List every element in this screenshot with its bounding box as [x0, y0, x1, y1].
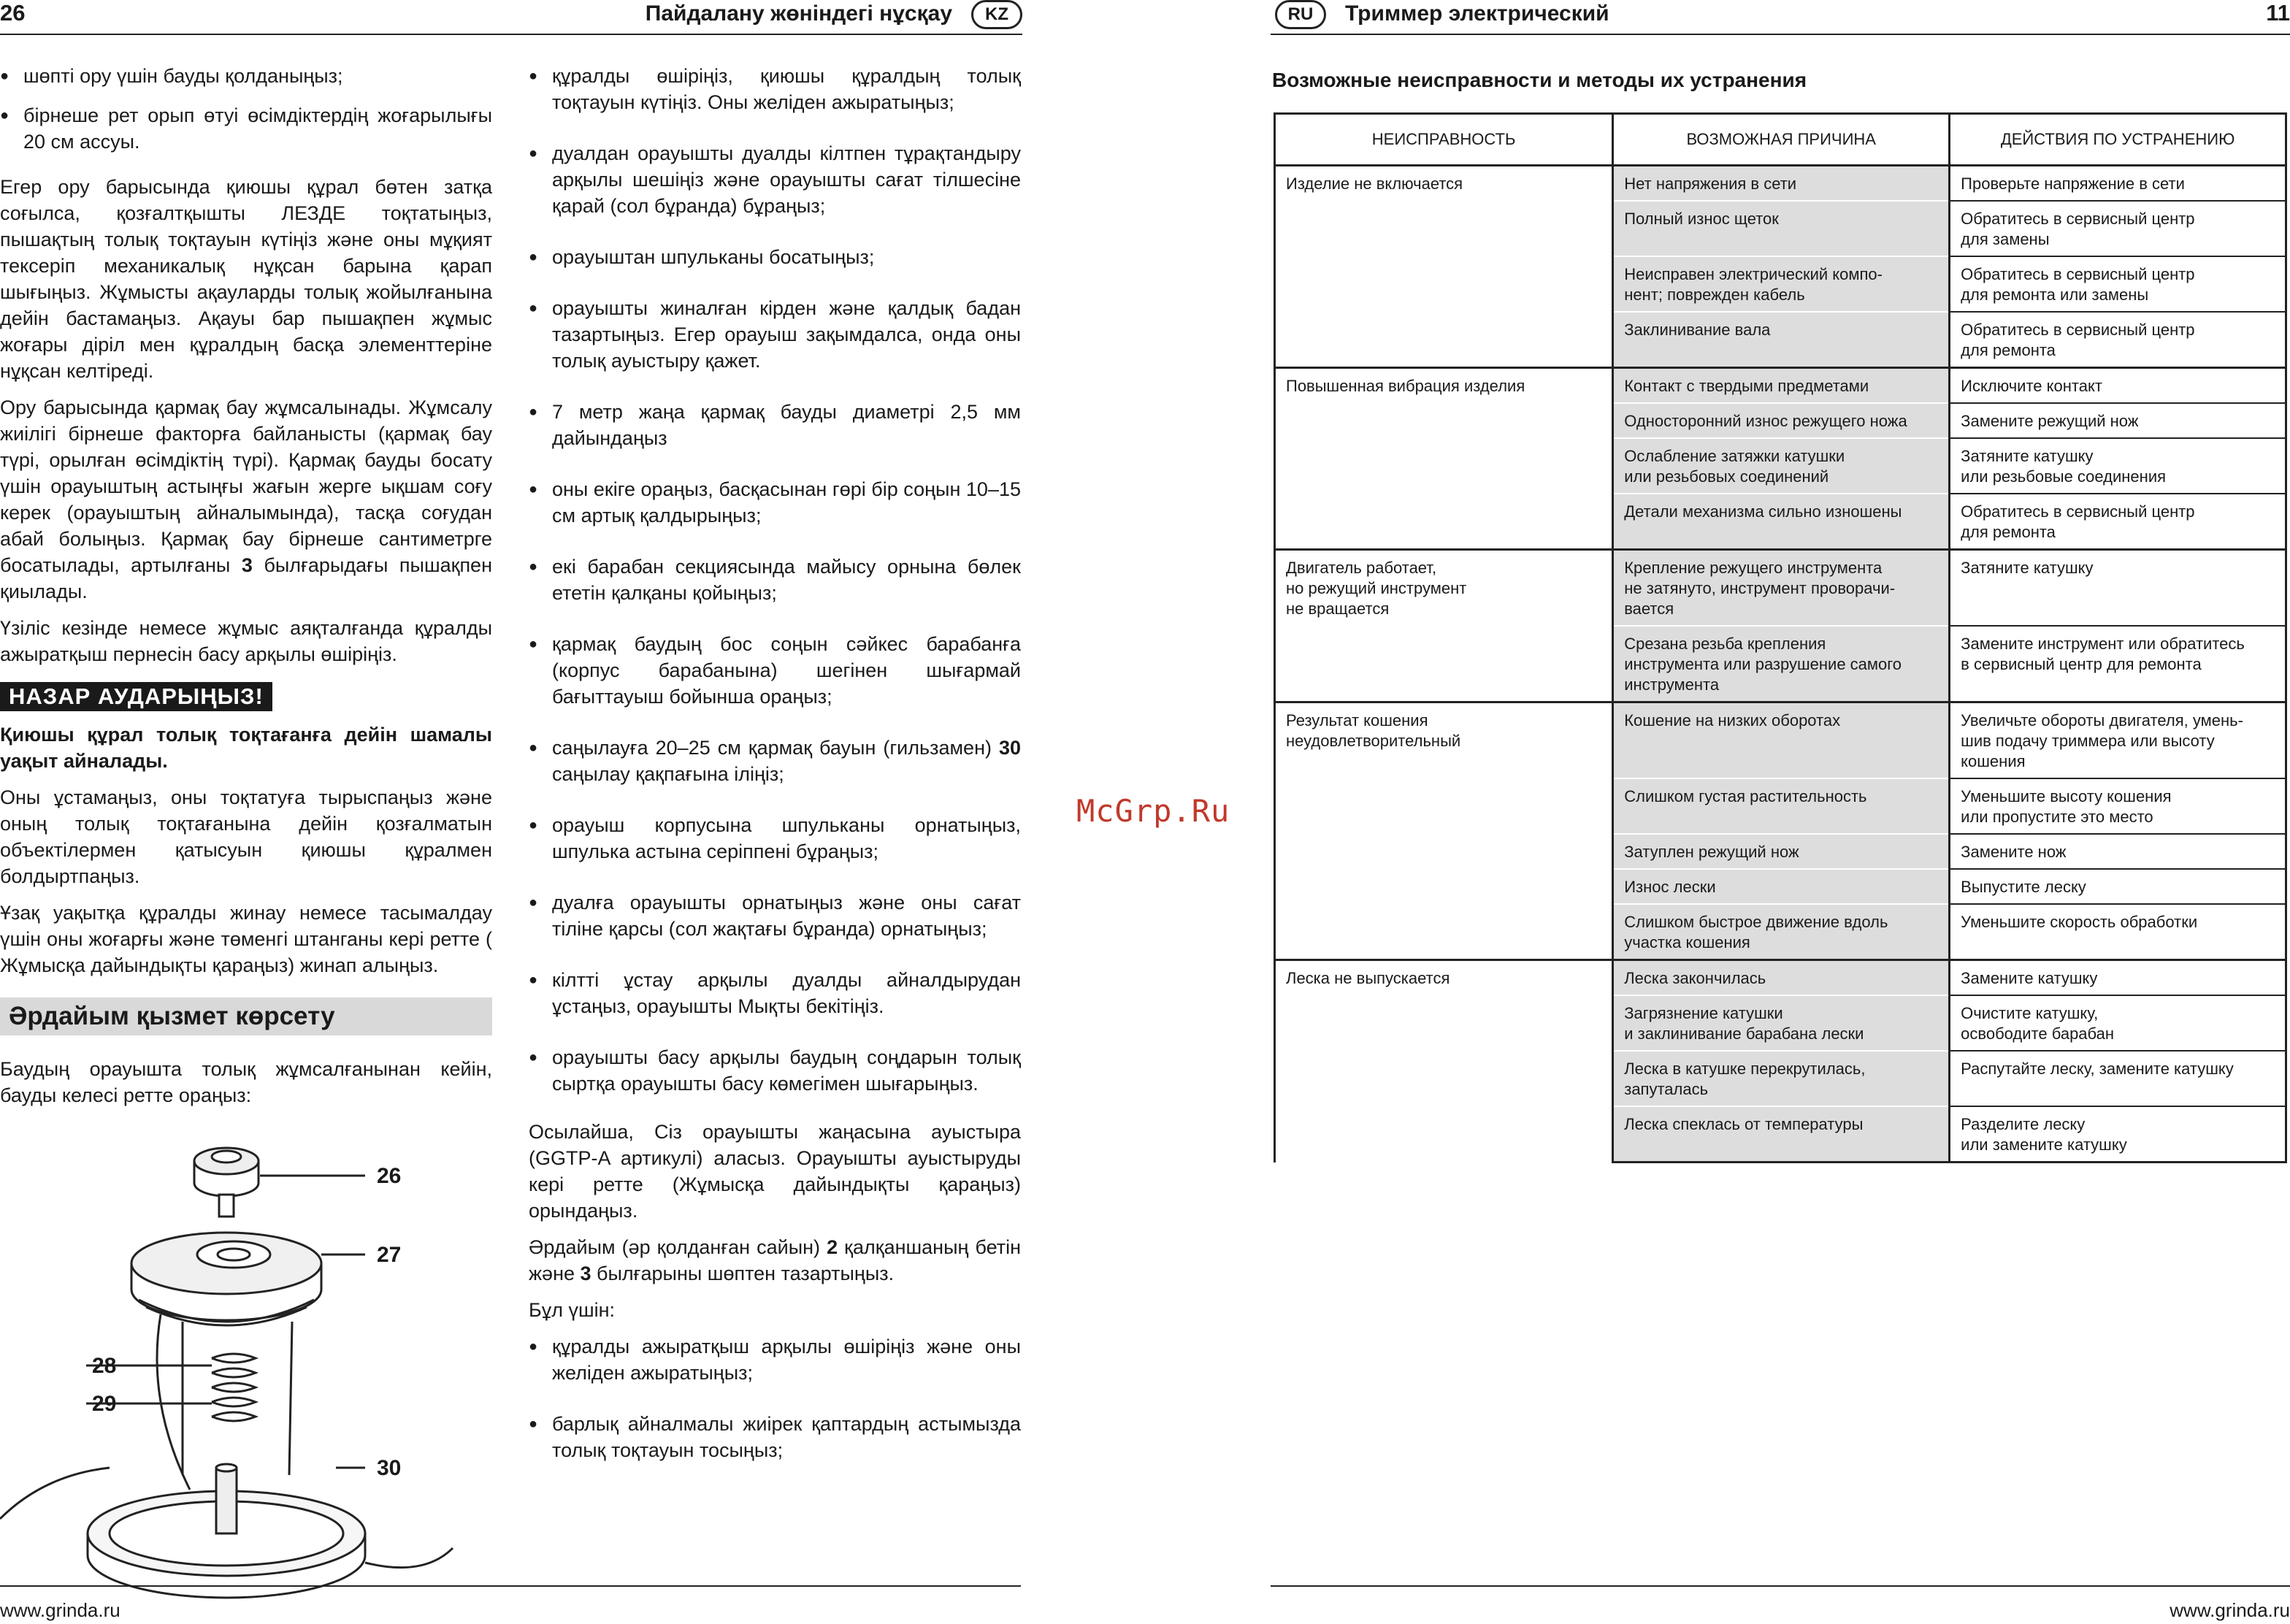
cause-cell: Слишком густая растительность [1613, 778, 1950, 834]
column-header: ВОЗМОЖНАЯ ПРИЧИНА [1613, 114, 1950, 166]
section-heading: Возможные неисправности и методы их устранения [1272, 69, 1807, 91]
action-cell: Замените инструмент или обратитесь в сервисный центр для ремонта [1950, 626, 2286, 702]
attention-banner: НАЗАР АУДАРЫҢЫЗ! [0, 682, 272, 711]
page-number: 11 [2266, 0, 2290, 26]
action-cell: Уменьшите высоту кошения или пропустите это место [1950, 778, 2286, 834]
left-column-1 [0, 63, 492, 1119]
page-number: 26 [0, 0, 26, 26]
fault-cell: Изделие не включается [1275, 166, 1613, 368]
footer-link[interactable]: www.grinda.ru [0, 1599, 120, 1621]
left-page [0, 0, 1022, 1624]
cause-cell: Загрязнение катушки и заклинивание барабана лески [1613, 995, 1950, 1051]
spool-diagram-drawing [0, 1125, 497, 1606]
watermark: McGrp.Ru [1076, 793, 1230, 829]
list-item: ● бірнеше рет орып өтуі өсімдіктердің жоғарылығы 20 см ассуы. [0, 102, 492, 155]
paragraph: Оны ұстамаңыз, оны тоқтатуға тырыспаңыз және оның толық тоқтағанына дейін қозғалматын объектілермен қатысуын қиюшы құралмен болдыртпаңыз. [0, 786, 492, 887]
action-cell: Увеличьте обороты двигателя, умень- шив подачу триммера или высоту кошения [1950, 702, 2286, 779]
header-title: Пайдалану жөніндегі нұсқау [645, 1, 952, 26]
action-cell: Обратитесь в сервисный центр для замены [1950, 201, 2286, 256]
table-header-row [1275, 114, 2286, 166]
list-item: ● құралды ажыратқыш арқылы өшіріңіз және оны желіден ажыратыңыз; [529, 1333, 1021, 1386]
cause-cell: Крепление режущего инструмента не затянуто, инструмент проворачи- вается [1613, 550, 1950, 627]
cause-cell: Леска спеклась от температуры [1613, 1106, 1950, 1163]
list-item: ● кілтті ұстау арқылы дуалды айналдырудан ұстаңыз, орауышты Мықты бекітіңіз. [529, 967, 1021, 1019]
troubleshooting-table [1274, 112, 2287, 1163]
cause-cell: Износ лески [1613, 869, 1950, 904]
cause-cell: Слишком быстрое движение вдоль участка кошения [1613, 904, 1950, 960]
action-cell: Выпустите леску [1950, 869, 2286, 904]
cause-cell: Леска в катушке перекрутилась, запуталась [1613, 1051, 1950, 1106]
action-cell: Уменьшите скорость обработки [1950, 904, 2286, 960]
footer-link[interactable]: www.grinda.ru [2170, 1599, 2290, 1621]
table-row [1275, 960, 2286, 996]
action-cell: Разделите леску или замените катушку [1950, 1106, 2286, 1163]
action-cell: Распутайте леску, замените катушку [1950, 1051, 2286, 1106]
table-row [1275, 368, 2286, 404]
action-cell: Обратитесь в сервисный центр для ремонта [1950, 494, 2286, 550]
list-item: ● шөпті ору үшін бауды қолданыңыз; [0, 63, 492, 89]
cause-cell: Леска закончилась [1613, 960, 1950, 996]
paragraph: Баудың орауышта толық жұмсалғанынан кейін, бауды келесі ретте ораңыз: [0, 1058, 492, 1106]
list-item: ● орауыш корпусына шпульканы орнатыңыз, шпулька астына серіппені бұраңыз; [529, 812, 1021, 865]
action-cell: Проверьте напряжение в сети [1950, 166, 2286, 202]
section-heading: Әрдайым қызмет көрсету [0, 997, 492, 1035]
column-header: ДЕЙСТВИЯ ПО УСТРАНЕНИЮ [1950, 114, 2286, 166]
fault-cell: Повышенная вибрация изделия [1275, 368, 1613, 550]
cause-cell: Неисправен электрический компо- нент; поврежден кабель [1613, 256, 1950, 312]
cause-cell: Детали механизма сильно изношены [1613, 494, 1950, 550]
figure-label-28: 28 [92, 1354, 117, 1378]
fault-cell: Результат кошения неудовлетворительный [1275, 702, 1613, 960]
fault-cell: Двигатель работает, но режущий инструмент не вращается [1275, 550, 1613, 702]
table-row [1275, 702, 2286, 779]
list-item: ● қармақ баудың бос соңын сәйкес барабанға (корпус барабанына) шегінен шығармай бағыттауыш бойынша ораңыз; [529, 631, 1021, 710]
column-header: НЕИСПРАВНОСТЬ [1275, 114, 1613, 166]
paragraph: Осылайша, Сіз орауышты жаңасына ауыстыра (GGTP-A артикулі) аласыз. Орауышты ауыстыруды кері ретте (Жұмысқа дайындықты қараңыз) орындаңыз. [529, 1121, 1021, 1222]
list-item: ● екі барабан секциясында майысу орнына бөлек ететін қалқаны қойыңыз; [529, 554, 1021, 606]
action-cell: Обратитесь в сервисный центр для ремонта или замены [1950, 256, 2286, 312]
paragraph: Ұзақ уақытқа құралды жинау немесе тасымалдау үшін оны жоғарғы және төменгі штанганы кері ретте ( Жұмысқа дайындықты қараңыз) жинап алыңыз. [0, 902, 492, 976]
list-item: ● орауыштан шпульканы босатыңыз; [529, 244, 1021, 270]
figure-label-30: 30 [377, 1456, 402, 1480]
figure-label-27: 27 [377, 1243, 402, 1267]
cause-cell: Нет напряжения в сети [1613, 166, 1950, 202]
cause-cell: Контакт с твердыми предметами [1613, 368, 1950, 404]
cause-cell: Кошение на низких оборотах [1613, 702, 1950, 779]
list-item: ● дуалға орауышты орнатыңыз және оны сағат тіліне қарсы (сол жақтағы бұранда) орнатыңыз; [529, 889, 1021, 942]
table-row [1275, 550, 2286, 627]
cause-cell: Полный износ щеток [1613, 201, 1950, 256]
list-item: ● орауышты басу арқылы баудың соңдарын толық сыртқа орауышты басу көмегімен шығарыңыз. [529, 1044, 1021, 1097]
footer-rule [0, 1585, 1021, 1587]
action-cell: Затяните катушку или резьбовые соединения [1950, 438, 2286, 494]
header-title: Триммер электрический [1345, 1, 1609, 26]
list-item: ● саңылауға 20–25 см қармақ бауын (гильзамен) 30 саңылау қақпағына іліңіз; [529, 735, 1021, 787]
cause-cell: Срезана резьба крепления инструмента или разрушение самого инструмента [1613, 626, 1950, 702]
language-badge: RU [1275, 0, 1326, 29]
cause-cell: Ослабление затяжки катушки или резьбовых соединений [1613, 438, 1950, 494]
action-cell: Замените нож [1950, 834, 2286, 869]
list-item: ● оны екіге ораңыз, басқасынан гөрі бір соңын 10–15 см артық қалдырыңыз; [529, 476, 1021, 529]
action-cell: Замените катушку [1950, 960, 2286, 996]
attention-text: Қиюшы құрал толық тоқтағанға дейін шамалы уақыт айналады. [0, 724, 492, 772]
paragraph: Әрдайым (әр қолданған сайын) 2 қалқаншаның бетін және 3 былғарыны шөптен тазартыңыз. [529, 1236, 1021, 1284]
paragraph: Егер ору барысында қиюшы құрал бөтен затқа соғылса, қозғалтқышты ЛЕЗДЕ тоқтатыңыз, пышақтың толық тоқтауын күтіңіз және оны мұқият тексеріп механикалық нұқсан барына қарап шығыңыз. Жұмысты ақауларды толық жойылғанына дейін бастамаңыз. Ақауы бар пышақпен жұмыс жоғары діріл мен құралдың басқа элементтеріне нұқсан келтіреді. [0, 176, 492, 382]
right-page [1271, 0, 2290, 1624]
cause-cell: Затуплен режущий нож [1613, 834, 1950, 869]
paragraph: Ору барысында қармақ бау жұмсалынады. Жұмсалу жиілігі бірнеше факторға байланысты (қармақ бау түрі, орылған өсімдіктің түрі). Қармақ бауды босату үшін орауыштың астыңғы жағын жерге ықшам соғу керек (орауыштың айналымында), тасқа соғудан абай болыңыз. Қармақ бау бірнеше сантиметрге босатылады, артылғаны 3 былғарыдағы пышақпен қиылады. [0, 397, 492, 602]
action-cell: Исключите контакт [1950, 368, 2286, 404]
paragraph: Үзіліс кезінде немесе жұмыс аяқталғанда құралды ажыратқыш пернесін басу арқылы өшіріңіз. [0, 617, 492, 665]
action-cell: Затяните катушку [1950, 550, 2286, 627]
action-cell: Очистите катушку, освободите барабан [1950, 995, 2286, 1051]
action-cell: Замените режущий нож [1950, 403, 2286, 438]
paragraph: Бұл үшін: [529, 1299, 616, 1321]
left-column-2 [529, 63, 1021, 1488]
footer-rule [1271, 1585, 2290, 1587]
language-badge: KZ [971, 0, 1022, 29]
right-header [1271, 0, 2290, 35]
figure-label-29: 29 [92, 1392, 117, 1416]
spool-diagram [0, 1125, 497, 1606]
fault-cell: Леска не выпускается [1275, 960, 1613, 1163]
figure-label-26: 26 [377, 1164, 402, 1188]
list-item: ● құралды өшіріңіз, қиюшы құралдың толық тоқтауын күтіңіз. Оны желіден ажыратыңыз; [529, 63, 1021, 115]
list-item: ● орауышты жиналған кірден және қалдық бадан тазартыңыз. Егер орауыш зақымдалса, онда оны толық ауыстыру қажет. [529, 295, 1021, 374]
cause-cell: Заклинивание вала [1613, 312, 1950, 368]
table-row [1275, 166, 2286, 202]
list-item: ● барлық айналмалы жиірек қаптардың астымызда толық тоқтауын тосыңыз; [529, 1411, 1021, 1463]
list-item: ● дуалдан орауышты дуалды кілтпен тұрақтандыру арқылы шешіңіз және орауышты сағат тілшесіне қарай (сол бұранда) бұраңыз; [529, 140, 1021, 219]
action-cell: Обратитесь в сервисный центр для ремонта [1950, 312, 2286, 368]
left-header [0, 0, 1022, 35]
cause-cell: Односторонний износ режущего ножа [1613, 403, 1950, 438]
list-item: ● 7 метр жаңа қармақ бауды диаметрі 2,5 мм дайындаңыз [529, 399, 1021, 451]
